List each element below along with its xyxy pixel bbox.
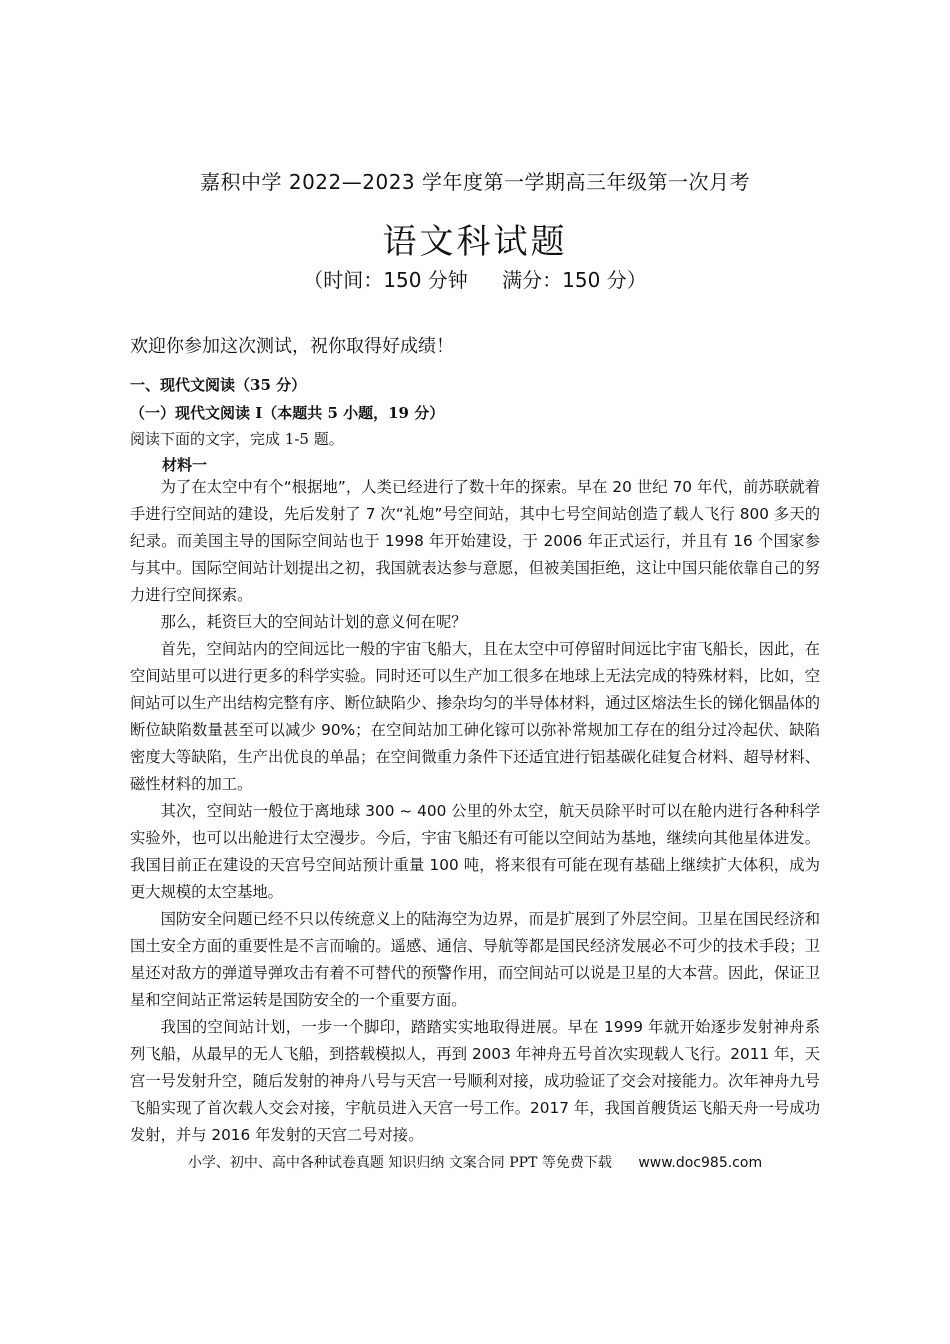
footer-text: 小学、初中、高中各种试卷真题 知识归纳 文案合同 PPT 等免费下载 [187, 1155, 612, 1171]
exam-score: 满分：150 分） [502, 268, 647, 292]
exam-time: （时间：150 分钟 [303, 268, 468, 292]
paragraph: 我国的空间站计划，一步一个脚印，踏踏实实地取得进展。早在 1999 年就开始逐步发射神舟系列飞船，从最早的无人飞船，到搭载模拟人，再到 2003 年神舟五号首次实现载人飞行。2011 年，天宫一号发射升空，随后发射的神舟八号与天宫一号顺利对接，成功验证了交会对接能力。次年神舟九号飞船实现了首次载人交会对接，宇航员进入天宫一号工作。2017 年，我国首艘货运飞船天舟一号成功发射，并与 2016 年发射的天宫二号对接。 [130, 1018, 820, 1144]
paragraph: 国防安全问题已经不只以传统意义上的陆海空为边界，而是扩展到了外层空间。卫星在国民经济和国土安全方面的重要性是不言而喻的。遥感、通信、导航等都是国民经济发展必不可少的技术手段；卫星还对敌方的弹道导弹攻击有着不可替代的预警作用，而空间站可以说是卫星的大本营。因此，保证卫星和空间站正常运转是国防安全的一个重要方面。 [130, 910, 820, 1009]
section-heading-reading-1: （一）现代文阅读 I（本题共 5 小题，19 分） [130, 404, 445, 422]
page-footer [0, 1152, 950, 1172]
reading-instruction: 阅读下面的文字，完成 1-5 题。 [130, 430, 344, 448]
paragraph: 其次，空间站一般位于离地球 300 ~ 400 公里的外太空，航天员除平时可以在舱内进行各种科学实验外，也可以出舱进行太空漫步。今后，宇宙飞船还有可能以空间站为基地，继续向其他星体进发。我国目前正在建设的天宫号空间站预计重量 100 吨，将来很有可能在现有基础上继续扩大体积，成为更大规模的太空基地。 [130, 802, 820, 901]
footer-url[interactable]: www.doc985.com [638, 1155, 763, 1171]
subject-title: 语文科试题 [382, 222, 568, 262]
paragraph: 那么，耗资巨大的空间站计划的意义何在呢？ [160, 613, 467, 631]
paragraph: 首先，空间站内的空间远比一般的宇宙飞船大，且在太空中可停留时间远比宇宙飞船长，因此，在空间站里可以进行更多的科学实验。同时还可以生产加工很多在地球上无法完成的特殊材料，比如，空间站可以生产出结构完整有序、断位缺陷少、掺杂均匀的半导体材料，通过区熔法生长的锑化铟晶体的断位缺陷数量甚至可以减少 90%；在空间站加工砷化镓可以弥补常规加工存在的组分过冷起伏、缺陷密度大等缺陷，生产出优良的单晶；在空间微重力条件下还适宜进行铝基碳化硅复合材料、超导材料、磁性材料的加工。 [130, 640, 820, 793]
exam-meta [0, 264, 950, 293]
exam-name: 嘉积中学 2022—2023 学年度第一学期高三年级第一次月考 [199, 170, 750, 194]
paragraph: 为了在太空中有个“根据地”，人类已经进行了数十年的探索。早在 20 世纪 70 年代，前苏联就着手进行空间站的建设，先后发射了 7 次“礼炮”号空间站，其中七号空间站创造了载人飞行 800 多天的纪录。而美国主导的国际空间站也于 1998 年开始建设，于 2006 年正式运行，并且有 16 个国家参与其中。国际空间站计划提出之初，我国就表达参与意愿，但被美国拒绝，这让中国只能依靠自己的努力进行空间探索。 [130, 478, 820, 604]
material-body [130, 474, 820, 1149]
welcome-message: 欢迎你参加这次测试，祝你取得好成绩！ [130, 336, 454, 357]
section-heading-part1: 一、现代文阅读（35 分） [130, 376, 307, 394]
material-label: 材料一 [162, 456, 208, 474]
